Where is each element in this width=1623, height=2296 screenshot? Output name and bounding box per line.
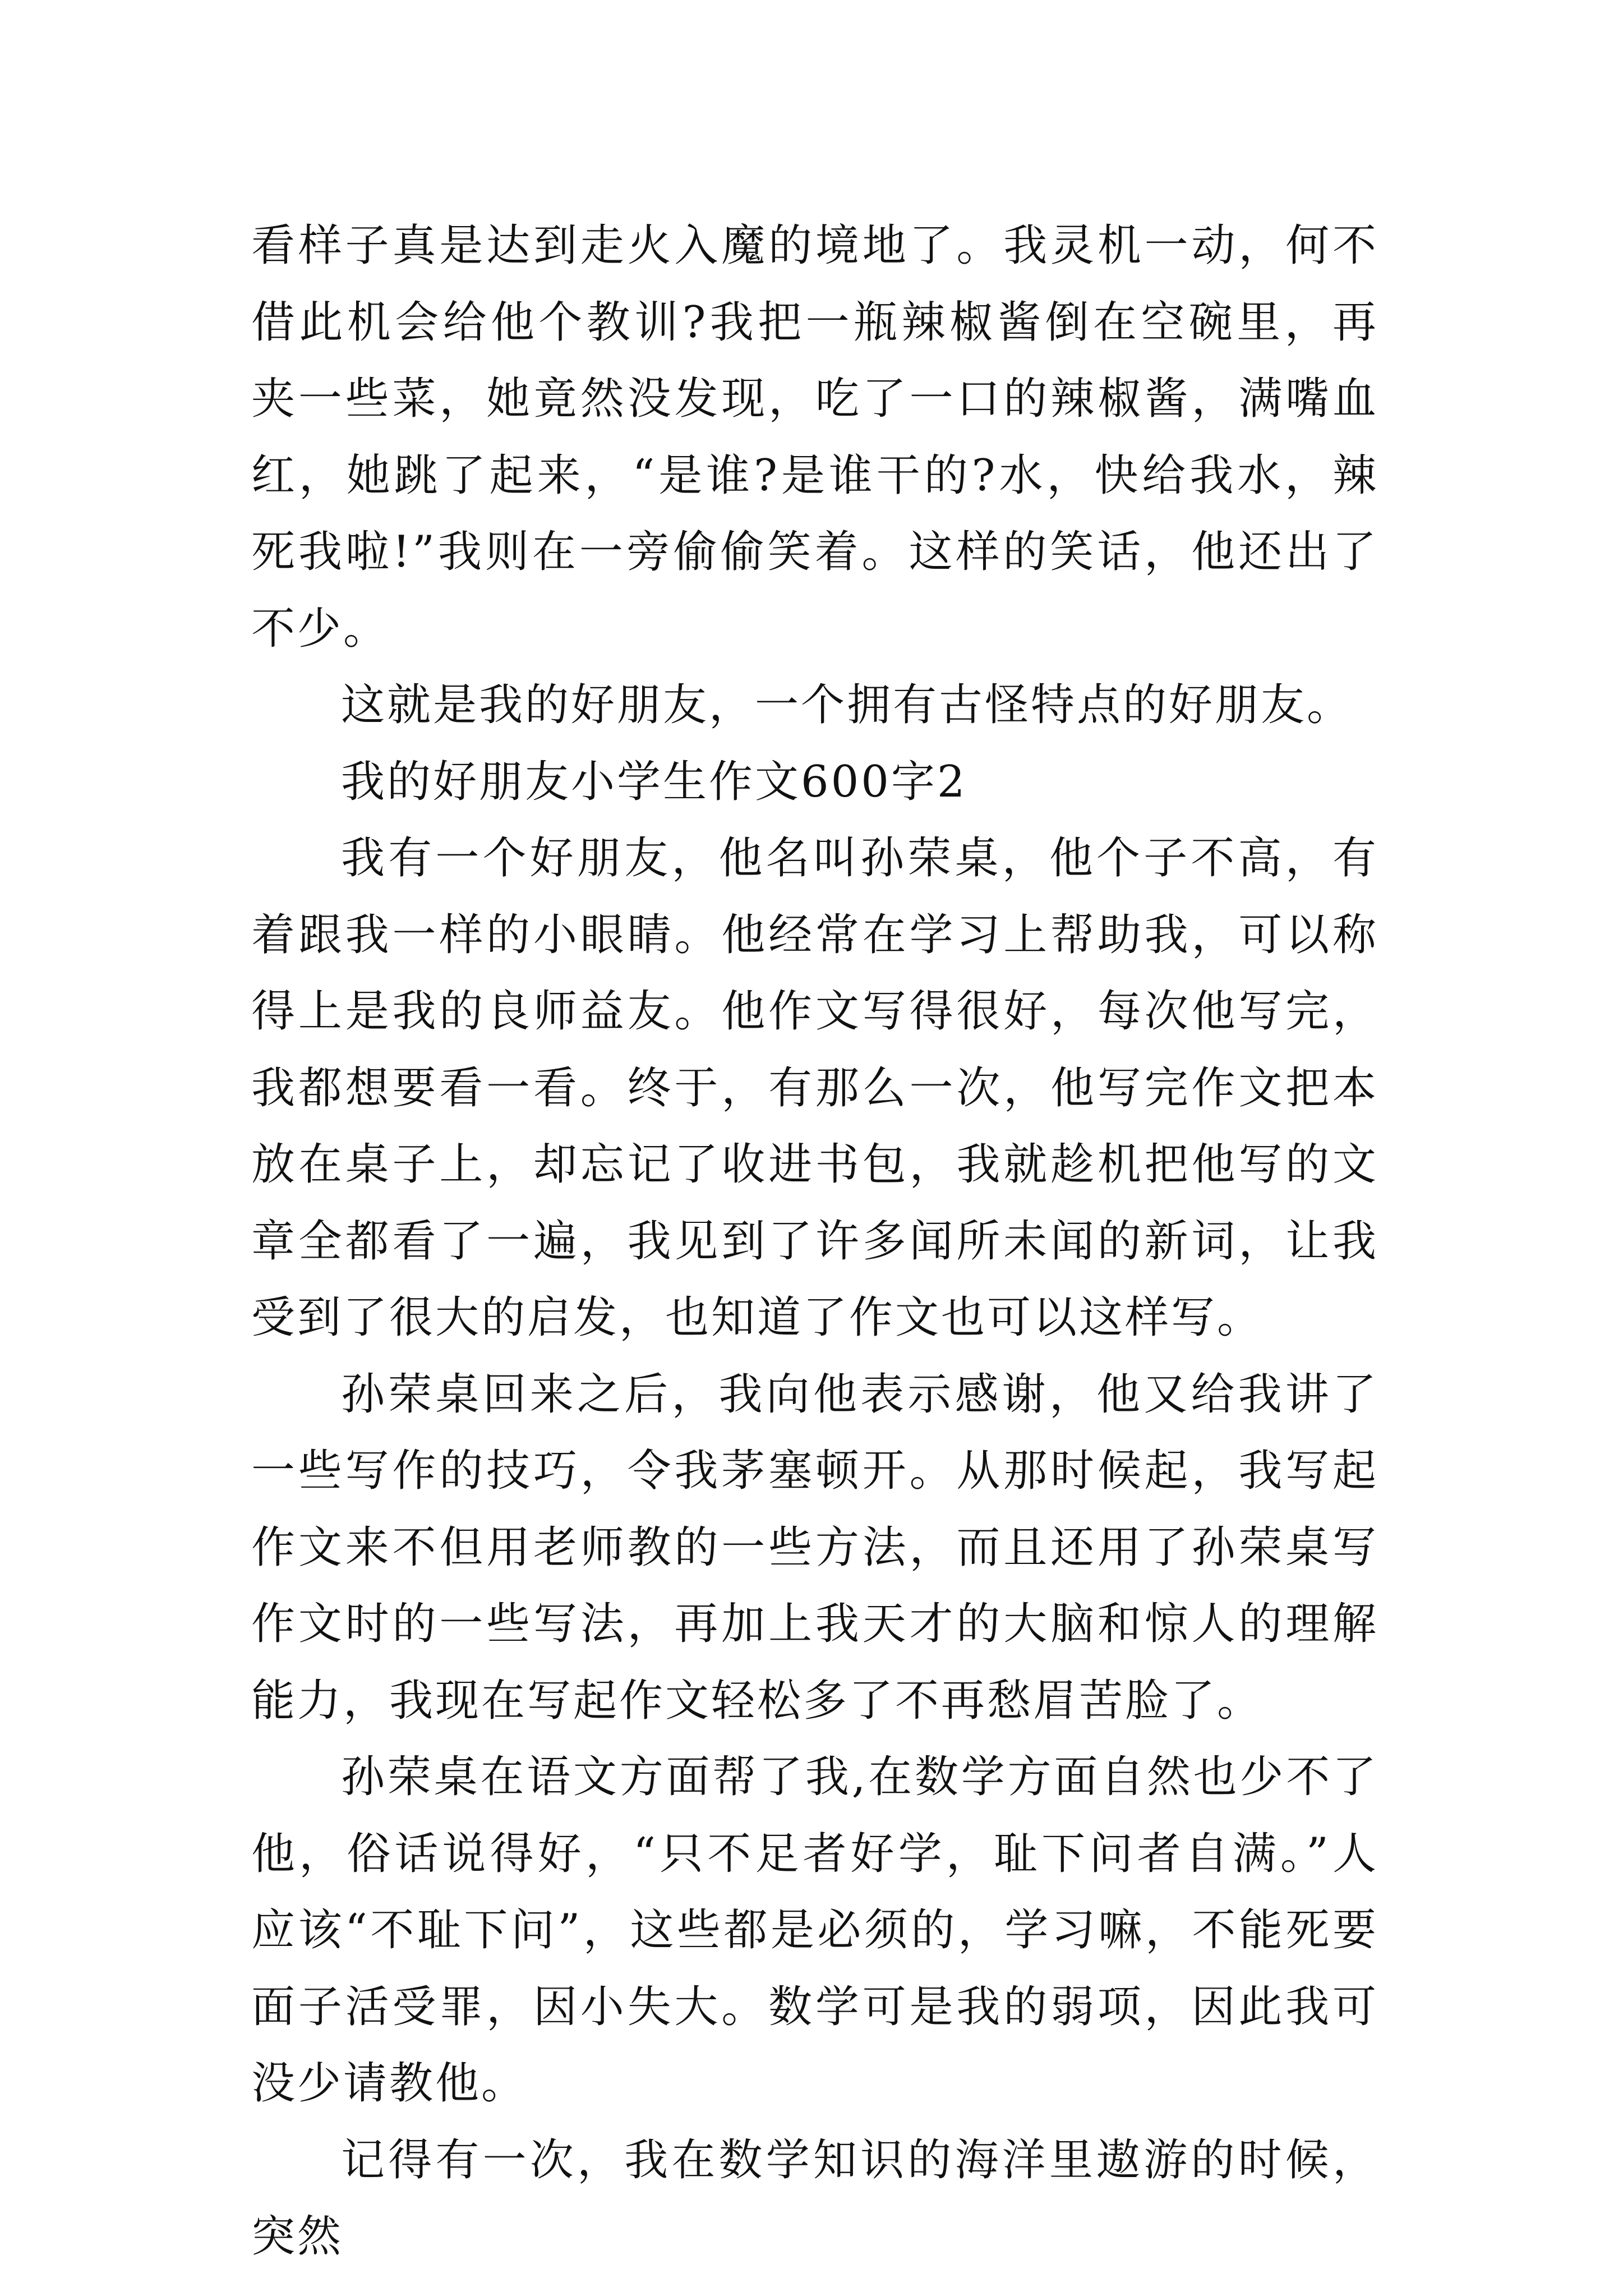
document-body (251, 208, 1378, 2275)
paragraph-math-help: 孙荣桌在语文方面帮了我,在数学方面自然也少不了他，俗话说得好，“只不足者好学，耻下问者自满。”人应该“不耻下问”，这些都是必须的，学习嘛，不能死要面子活受罪，因小失大。数学可是我的弱项，因此我可没少请教他。 (251, 1752, 1378, 2109)
paragraph-summary: 这就是我的好朋友，一个拥有古怪特点的好朋友。 (341, 680, 1353, 730)
paragraph-story-start: 记得有一次，我在数学知识的海洋里遨游的时候，突然 (251, 2134, 1378, 2262)
essay-title: 我的好朋友小学生作文600字2 (341, 756, 967, 807)
paragraph-continuation: 看样子真是达到走火入魔的境地了。我灵机一动，何不借此机会给他个教训?我把一瓶辣椒酱倒在空碗里，再夹一些菜，她竟然没发现，吃了一口的辣椒酱，满嘴血红，她跳了起来，“是谁?是谁干的?水，快给我水，辣死我啦!”我则在一旁偷偷笑着。这样的笑话，他还出了不少。 (251, 220, 1378, 654)
paragraph-thanks: 孙荣桌回来之后，我向他表示感谢，他又给我讲了一些写作的技巧，令我茅塞顿开。从那时候起，我写起作文来不但用老师教的一些方法，而且还用了孙荣桌写作文时的一些写法，再加上我天才的大脑和惊人的理解能力，我现在写起作文轻松多了不再愁眉苦脸了。 (251, 1369, 1378, 1726)
paragraph-intro: 我有一个好朋友，他名叫孙荣桌，他个子不高，有着跟我一样的小眼睛。他经常在学习上帮助我，可以称得上是我的良师益友。他作文写得很好，每次他写完，我都想要看一看。终于，有那么一次，他写完作文把本放在桌子上，却忘记了收进书包，我就趁机把他写的文章全都看了一遍，我见到了许多闻所未闻的新词，让我受到了很大的启发，也知道了作文也可以这样写。 (251, 833, 1378, 1343)
